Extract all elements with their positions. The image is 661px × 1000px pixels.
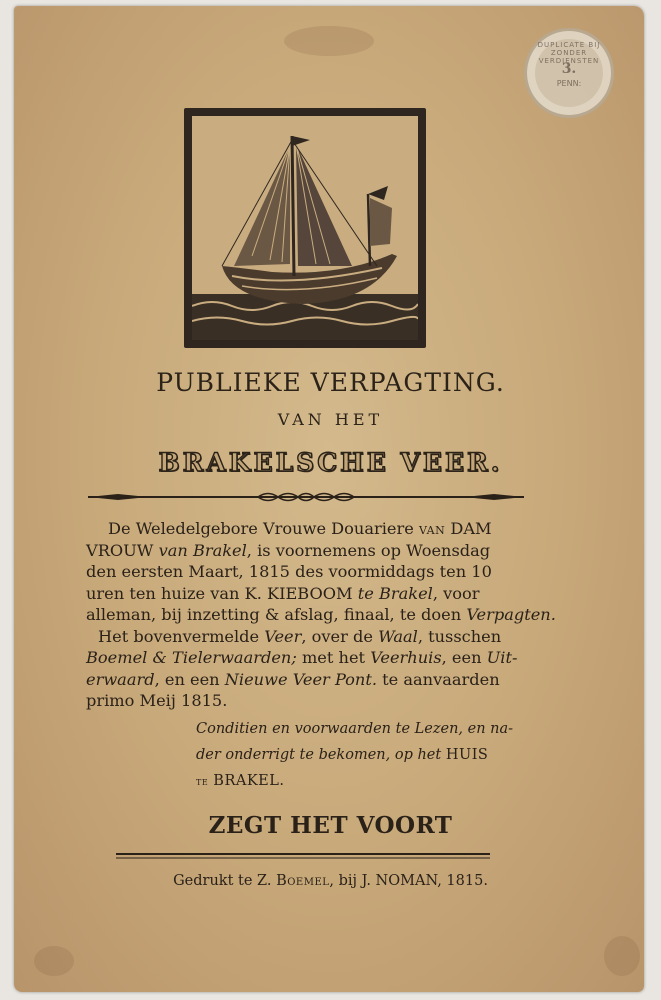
stamp-value: 3. <box>561 61 577 77</box>
printer-imprint: Gedrukt te Z. Boemel, bij J. NOMAN, 1815. <box>173 873 488 889</box>
paper-stain <box>34 946 74 976</box>
tax-stamp <box>524 28 614 118</box>
stamp-text: DUPLICATE BIJ ZONDER VERDIENSTEN <box>537 41 601 65</box>
poster-title: PUBLIEKE VERPAGTING. <box>156 368 505 397</box>
paper-stain <box>284 26 374 56</box>
poster-heading: BRAKELSCHE VEER. <box>158 448 503 477</box>
double-rule <box>116 852 490 860</box>
announcement-body: De Weledelgebore Vrouwe Douariere van DAM VROUW van Brakel, is voornemens op Woensdag den eersten Maart, 1815 des voormiddags ten 10 uren ten huize van K. KIEBOOM te Brakel, voor alleman, bij inzetting & afslag, finaal, te doen Verpagten. Het bovenvermelde Veer, over de Waal, tusschen Boemel & Tielerwaarden; met het Veerhuis, een Uit- erwaard, en een Nieuwe Veer Pont. te aanvaarden primo Meij 1815. <box>86 519 556 710</box>
paper-stain <box>604 936 640 976</box>
closing-slogan: ZEGT HET VOORT <box>208 812 453 839</box>
sailing-ship-icon <box>192 116 418 340</box>
stamp-unit: PENN: <box>556 79 582 88</box>
conditions-text: Conditien en voorwaarden te Lezen, en na- der onderrigt te bekomen, op het HUIS te BRAKEL. <box>196 721 514 789</box>
ornamental-rule <box>88 490 524 504</box>
poster-subtitle: VAN HET <box>277 410 384 429</box>
ship-woodcut <box>184 108 426 348</box>
